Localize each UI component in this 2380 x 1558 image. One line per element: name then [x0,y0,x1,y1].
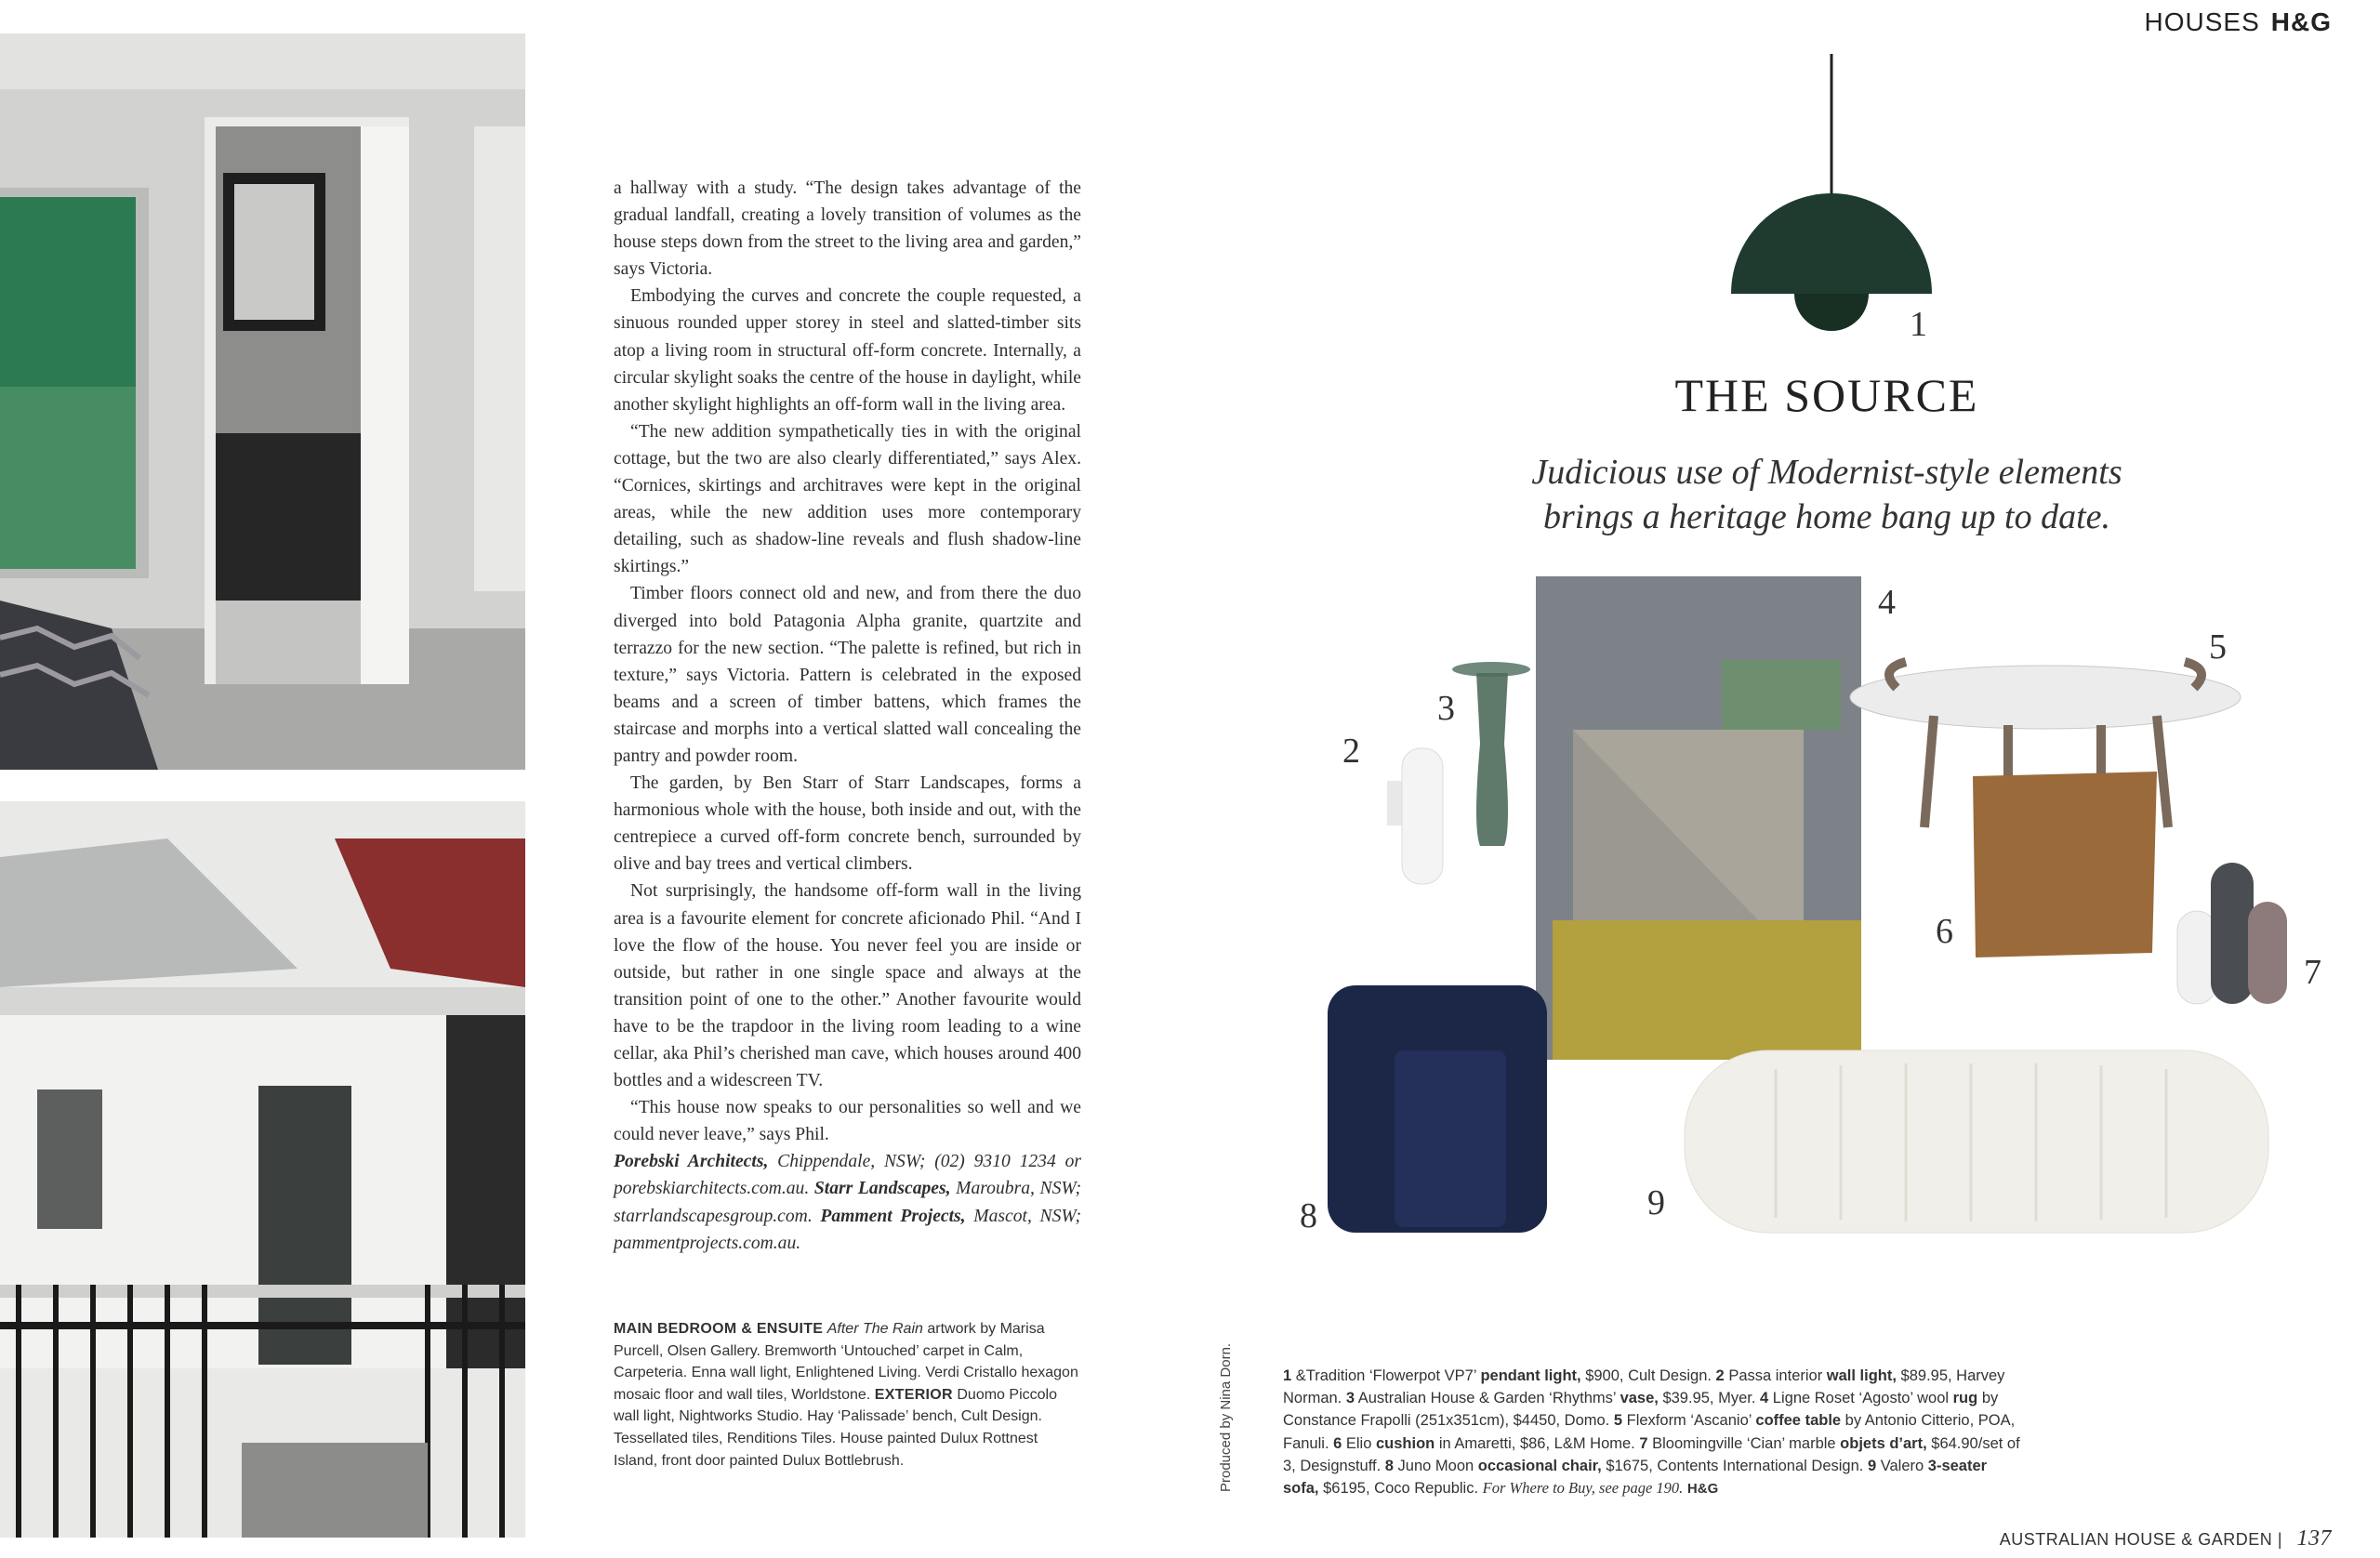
product-number: 3 [1437,689,1455,728]
entry-text: Ligne Roset ‘Agosto’ wool [1768,1390,1953,1407]
marble-objets-image [2177,863,2287,1004]
entry-number: 6 [1333,1434,1342,1452]
photo-caption [614,1318,1078,1472]
entry-text: Australian House & Garden ‘Rhythms’ [1355,1390,1620,1407]
entry-text: Bloomingville ‘Cian’ marble [1647,1434,1841,1452]
cushion-image [1973,772,2157,957]
credit-builder: Pamment Projects, [820,1206,966,1226]
brand-logo: H&G [2270,7,2332,36]
product-number: 1 [1910,305,1927,344]
entry-text: by Constance Frapolli (251x351cm), $4450, Domo. [1283,1390,1999,1430]
body-paragraph: “This house now speaks to our personalities so well and we could never leave,” says Phil. [614,1098,1081,1145]
entry-item: cushion [1375,1434,1435,1452]
entry-text: $89.95, Harvey Norman. [1283,1367,2005,1407]
product-entry [1385,1458,1868,1474]
product-number: 2 [1342,732,1360,771]
entry-item: 3-seater sofa, [1283,1457,1988,1498]
bedroom-ensuite-photo [0,33,525,770]
product-list [1283,1365,2027,1500]
entry-text: $64.90/set of 3, Designstuff. [1283,1434,2020,1474]
caption-heading-exterior: EXTERIOR [874,1386,953,1403]
entry-text: Valero [1876,1457,1928,1474]
entry-item: occasional chair, [1477,1457,1602,1474]
caption-artwork-title: After The Rain [826,1321,923,1337]
pendant-light-image [1731,54,1932,331]
entry-item: objets d’art, [1840,1434,1927,1452]
entry-item: vase, [1620,1390,1659,1407]
wall-light-image [1387,748,1443,884]
article-body [614,175,1081,1257]
entry-item: rug [1952,1390,1978,1407]
product-entry [1283,1367,1716,1384]
entry-text: Passa interior [1724,1367,1827,1384]
entry-text: &Tradition ‘Flowerpot VP7’ [1291,1367,1481,1384]
contact-credits [614,1148,1081,1256]
page-number: 137 [2296,1526,2332,1551]
product-collage [1283,37,2343,1246]
entry-text: $6195, Coco Republic. [1318,1480,1483,1498]
end-mark: H&G [1686,1481,1719,1498]
body-paragraph: Not surprisingly, the handsome off-form wall in the living area is a favourite element for concrete aficionado Phil. “And I love the flow of the house. You never feel you are inside or outside, but rather in one single space and always at the transition point of one to the other.” Another favourite would have to be the trapdoor in the living room leading to a wine cellar, aka Phil’s cherished man cave, which houses around 400 bottles and a widescreen TV. [614,881,1081,1091]
page-footer: AUSTRALIAN HOUSE & GARDEN | 137 [1999,1526,2332,1551]
product-number: 6 [1936,912,1953,951]
occasional-chair-image [1328,985,1547,1233]
entry-text: $39.95, Myer. [1658,1390,1761,1407]
entry-number: 1 [1283,1367,1292,1384]
product-entry [1333,1435,1639,1452]
product-number: 9 [1647,1183,1665,1222]
entry-number: 8 [1384,1457,1394,1474]
rug-image [1536,576,1861,1060]
section-label: HOUSES [2144,7,2260,36]
product-number: 8 [1300,1196,1317,1235]
body-paragraph: a hallway with a study. “The design takes advantage of the gradual landfall, creating a lovely transition of volumes as the house steps down from the street to the living area and garden,” says Victoria. [614,178,1081,280]
entry-number: 5 [1613,1412,1623,1430]
entry-item: pendant light, [1480,1367,1581,1384]
entry-number: 9 [1867,1457,1877,1474]
where-to-buy: For Where to Buy, see page 190. [1482,1479,1684,1498]
entry-number: 2 [1715,1367,1725,1384]
source-subtitle-line-2: brings a heritage home bang up to date. [1542,497,2111,536]
body-paragraph: “The new addition sympathetically ties in with the original cottage, but the two are also clearly differentiated,” says Alex. “Cornices, skirtings and architraves were kept in the original areas, while the new addition uses more contemporary detailing, such as shadow-line reveals and flush shadow-line skirtings.” [614,421,1081,577]
magazine-name: AUSTRALIAN HOUSE & GARDEN [1999,1530,2273,1549]
caption-heading-bedroom: MAIN BEDROOM & ENSUITE [614,1321,824,1337]
source-title: THE SOURCE [1674,369,1979,421]
entry-text: $900, Cult Design. [1580,1367,1716,1384]
credit-builder-contact: Mascot, NSW; pammentprojects.com.au. [614,1206,1081,1253]
caption-bedroom-text: artwork by Marisa Purcell, Olsen Gallery. Bremworth ‘Untouched’ carpet in Calm, Carpeteria. Enna wall light, Enlightened Living. Verdi Cristallo hexagon mosaic floor and wall tiles, Worldstone. [614,1321,1078,1403]
product-entry [1346,1390,1760,1406]
entry-text: $1675, Contents International Design. [1601,1457,1868,1474]
product-number: 7 [2304,953,2321,992]
entry-number: 3 [1345,1390,1355,1407]
entry-text: in Amaretti, $86, L&M Home. [1435,1434,1640,1452]
credit-landscaper-contact: Maroubra, NSW; starrlandscapesgroup.com. [614,1179,1081,1226]
entry-text: Flexform ‘Ascanio’ [1622,1412,1756,1430]
body-paragraph: Timber floors connect old and new, and from there the duo diverged into bold Patagonia Alpha granite, quartzite and terrazzo for the new section. “The palette is refined, but rich in texture,” says Victoria. Pattern is celebrated in the exposed beams and a screen of timber battens, which frames the staircase and morphs into a vertical slatted wall concealing the pantry and powder room. [614,584,1081,766]
entry-text: Juno Moon [1393,1457,1478,1474]
page-header [2145,7,2332,37]
exterior-photo [0,801,525,1538]
credit-landscaper: Starr Landscapes, [813,1179,951,1199]
body-paragraph: Embodying the curves and concrete the couple requested, a sinuous rounded upper storey in steel and slatted-timber sits atop a living room in structural off-form concrete. Internally, a circular skylight soaks the centre of the house in daylight, while another skylight highlights an off-form wall in the living area. [614,286,1081,415]
vase-image [1452,662,1530,846]
sofa-image [1685,1050,2268,1233]
source-subtitle-line-1: Judicious use of Modernist-style elements [1531,453,2122,492]
producer-credit: Produced by Nina Dorn. [1218,1342,1234,1492]
entry-text: Elio [1342,1434,1376,1452]
entry-item: coffee table [1755,1412,1842,1430]
entry-text: by Antonio Citterio, POA, Fanuli. [1283,1412,2016,1452]
entry-number: 7 [1639,1434,1648,1452]
product-number: 4 [1878,583,1896,622]
caption-exterior-text: Duomo Piccolo wall light, Nightworks Studio. Hay ‘Palissade’ bench, Cult Design. Tessellated tiles, Renditions Tiles. House painted Dulux Rottnest Island, front door painted Dulux Bottlebrush. [614,1386,1057,1469]
credit-architect-contact: Chippendale, NSW; (02) 9310 1234 or porebskiarchitects.com.au. [614,1152,1081,1199]
product-number: 5 [2209,627,2227,667]
entry-number: 4 [1760,1390,1769,1407]
body-paragraph: The garden, by Ben Starr of Starr Landscapes, forms a harmonious whole with the house, both inside and out, with the centrepiece a curved off-form concrete bench, surrounded by olive and bay trees and vertical climbers. [614,773,1081,875]
entry-item: wall light, [1826,1367,1897,1384]
credit-architect: Porebski Architects, [614,1152,769,1172]
